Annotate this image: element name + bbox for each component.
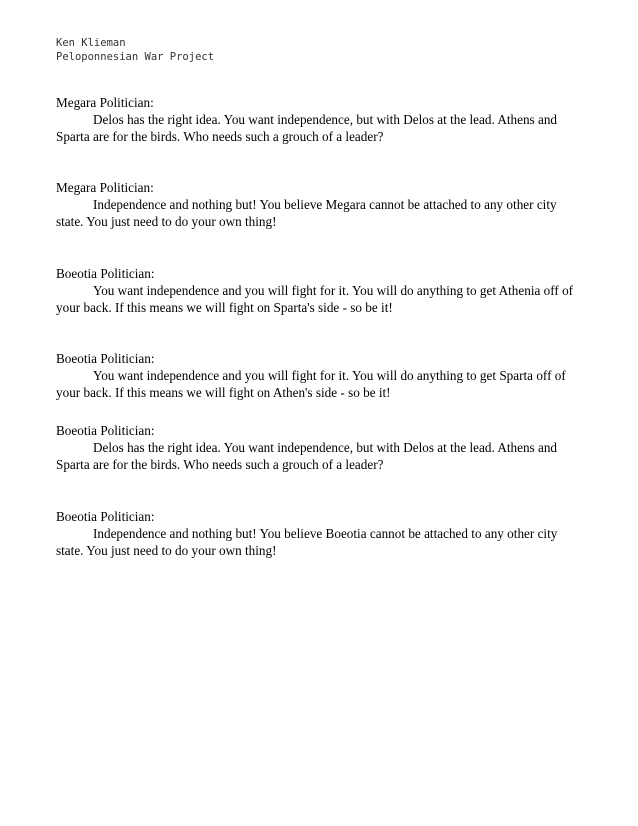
role-description: Delos has the right idea. You want independence, but with Delos at the lead. Athens and Sparta are for the birds. Who needs such a grouch of a leader? [56, 440, 558, 472]
project-title: Peloponnesian War Project [56, 51, 215, 63]
role-section [56, 350, 586, 401]
role-section [56, 265, 586, 316]
role-description: Delos has the right idea. You want independence, but with Delos at the lead. Athens and Sparta are for the birds. Who needs such a grouch of a leader? [56, 112, 558, 144]
role-title: Boeotia Politician: [56, 423, 155, 438]
role-title: Megara Politician: [56, 180, 154, 195]
role-title: Boeotia Politician: [56, 509, 155, 524]
role-section [56, 94, 586, 145]
role-description: Independence and nothing but! You believe Megara cannot be attached to any other city state. You just need to do your own thing! [56, 197, 557, 229]
role-description: You want independence and you will fight for it. You will do anything to get Athenia off of your back. If this means we will fight on Sparta's side - so be it! [56, 283, 574, 315]
role-description: Independence and nothing but! You believe Boeotia cannot be attached to any other city state. You just need to do your own thing! [56, 526, 558, 558]
document-header [56, 36, 214, 64]
role-description: You want independence and you will fight for it. You will do anything to get Sparta off of your back. If this means we will fight on Athen's side - so be it! [56, 368, 566, 400]
role-section [56, 508, 586, 559]
role-title: Boeotia Politician: [56, 266, 155, 281]
role-title: Megara Politician: [56, 95, 154, 110]
role-title: Boeotia Politician: [56, 351, 155, 366]
role-section [56, 422, 586, 473]
role-section [56, 179, 586, 230]
author-name: Ken Klieman [56, 37, 126, 49]
